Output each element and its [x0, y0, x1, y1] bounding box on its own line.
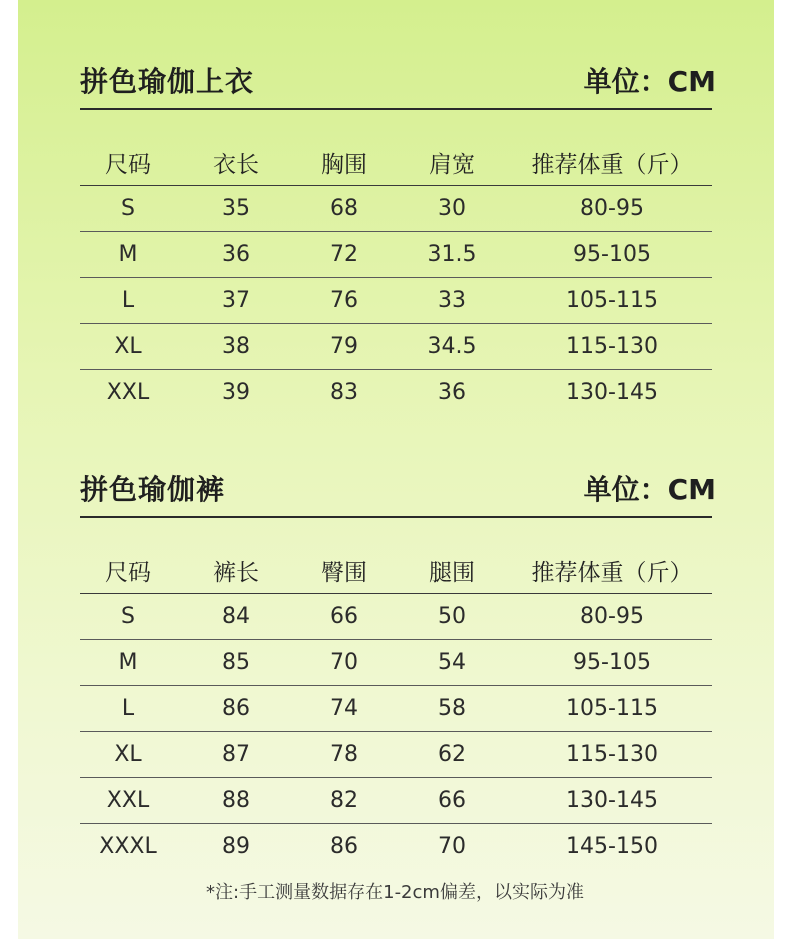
size-cell: S [80, 594, 176, 640]
size-cell: L [80, 278, 176, 324]
weight-cell: 80-95 [512, 186, 712, 232]
value-cell: 58 [392, 686, 512, 732]
value-cell: 54 [392, 640, 512, 686]
value-cell: 84 [176, 594, 296, 640]
value-cell: 79 [296, 324, 392, 370]
header-cell: 衣长 [176, 139, 296, 186]
table-row [80, 640, 712, 686]
pants-section-header [80, 472, 716, 518]
value-cell: 62 [392, 732, 512, 778]
weight-cell: 130-145 [566, 380, 658, 405]
size-cell: L [80, 686, 176, 732]
table-row [80, 686, 712, 732]
size-cell: XXL [106, 380, 150, 405]
value-cell: 35 [176, 186, 296, 232]
table-row [80, 594, 712, 640]
value-cell: 76 [296, 278, 392, 324]
weight-cell: 130-145 [512, 778, 712, 824]
size-cell: XXXL [99, 834, 157, 859]
value-cell: 88 [176, 778, 296, 824]
header-cell: 尺码 [80, 547, 176, 594]
pants-table-header-row [80, 547, 712, 594]
value-cell: 70 [438, 834, 466, 859]
value-cell: 86 [176, 686, 296, 732]
value-cell: 87 [176, 732, 296, 778]
value-cell: 72 [296, 232, 392, 278]
top-section-title: 拼色瑜伽上衣 [80, 65, 255, 98]
weight-cell: 115-130 [512, 732, 712, 778]
weight-cell: 95-105 [512, 640, 712, 686]
weight-cell: 80-95 [512, 594, 712, 640]
value-cell: 50 [392, 594, 512, 640]
size-cell: M [80, 640, 176, 686]
value-cell: 85 [176, 640, 296, 686]
header-cell: 肩宽 [392, 139, 512, 186]
header-cell: 臀围 [296, 547, 392, 594]
value-cell: 36 [438, 380, 466, 405]
weight-cell: 115-130 [512, 324, 712, 370]
value-cell: 78 [296, 732, 392, 778]
weight-cell: 95-105 [512, 232, 712, 278]
pants-section-unit: 单位：CM [583, 473, 716, 506]
value-cell: 89 [222, 834, 250, 859]
table-row [80, 732, 712, 778]
value-cell: 39 [222, 380, 250, 405]
header-cell: 胸围 [296, 139, 392, 186]
weight-cell: 145-150 [566, 834, 658, 859]
measurement-note: *注:手工测量数据存在1-2cm偏差，以实际为准 [206, 882, 584, 903]
table-row [80, 370, 712, 416]
value-cell: 70 [296, 640, 392, 686]
header-cell: 尺码 [80, 139, 176, 186]
value-cell: 36 [176, 232, 296, 278]
header-cell: 腿围 [392, 547, 512, 594]
value-cell: 82 [296, 778, 392, 824]
value-cell: 34.5 [392, 324, 512, 370]
pants-section-title: 拼色瑜伽裤 [80, 473, 226, 506]
size-cell: M [80, 232, 176, 278]
table-row [80, 824, 712, 870]
table-row [80, 778, 712, 824]
pants-size-table [80, 547, 712, 869]
table-row [80, 278, 712, 324]
size-cell: S [80, 186, 176, 232]
value-cell: 31.5 [392, 232, 512, 278]
value-cell: 38 [176, 324, 296, 370]
top-size-table [80, 139, 712, 415]
value-cell: 37 [176, 278, 296, 324]
top-table-header-row [80, 139, 712, 186]
value-cell: 66 [296, 594, 392, 640]
weight-cell: 105-115 [512, 686, 712, 732]
value-cell: 83 [330, 380, 358, 405]
value-cell: 33 [392, 278, 512, 324]
size-cell: XL [80, 732, 176, 778]
top-section-unit: 单位：CM [583, 65, 716, 98]
value-cell: 30 [392, 186, 512, 232]
value-cell: 74 [296, 686, 392, 732]
table-row [80, 324, 712, 370]
value-cell: 66 [392, 778, 512, 824]
table-row [80, 186, 712, 232]
top-section-header [80, 64, 716, 110]
header-cell: 推荐体重（斤） [512, 547, 712, 594]
size-cell: XL [80, 324, 176, 370]
value-cell: 68 [296, 186, 392, 232]
header-cell: 推荐体重（斤） [512, 139, 712, 186]
value-cell: 86 [330, 834, 358, 859]
header-cell: 裤长 [176, 547, 296, 594]
size-cell: XXL [80, 778, 176, 824]
table-row [80, 232, 712, 278]
weight-cell: 105-115 [512, 278, 712, 324]
